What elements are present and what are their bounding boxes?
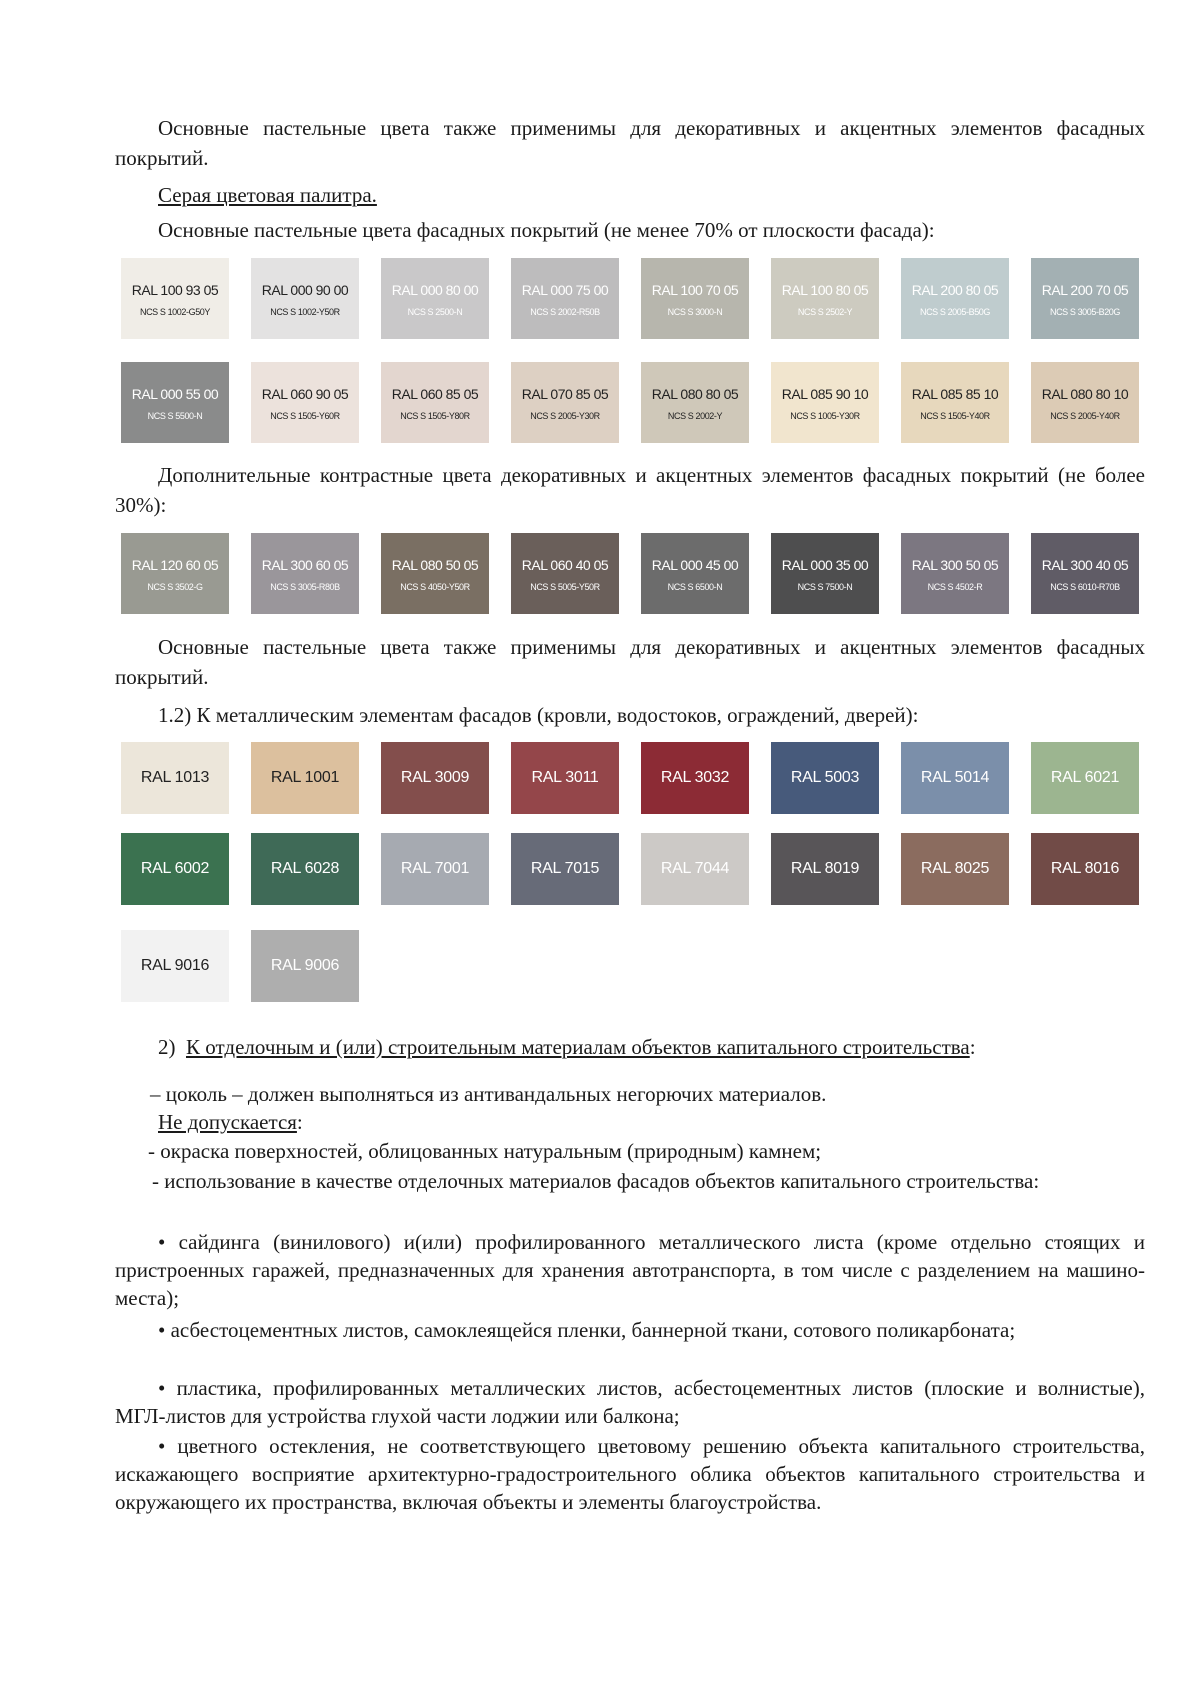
color-swatch <box>641 258 749 339</box>
color-swatch <box>251 362 359 443</box>
color-swatch <box>1031 258 1139 339</box>
color-swatch <box>641 833 749 905</box>
swatch-ncs-code: NCS S 2500-N <box>407 307 463 317</box>
color-swatch <box>121 930 229 1002</box>
color-swatch <box>121 742 229 814</box>
swatch-ral-code: RAL 8016 <box>1050 860 1120 877</box>
swatch-ral-code: RAL 000 35 00 <box>781 557 869 573</box>
metal-elements-intro: 1.2) К металлическим элементам фасадов (кровли, водостоков, ограждений, дверей): <box>158 703 919 727</box>
color-swatch <box>511 258 619 339</box>
color-swatch <box>641 742 749 814</box>
swatch-ncs-code: NCS S 1505-Y40R <box>920 411 990 421</box>
color-swatch <box>771 833 879 905</box>
color-swatch <box>901 258 1009 339</box>
swatch-ral-code: RAL 080 50 05 <box>391 557 479 573</box>
bullet-plastic: • пластика, профилированных металлических листов, асбестоцементных листов (плоские и волнистые), МГЛ-листов для устройства глухой части лоджии или балкона; <box>115 1376 1145 1428</box>
swatch-ral-code: RAL 060 90 05 <box>261 386 349 402</box>
color-swatch <box>901 533 1009 614</box>
color-swatch <box>251 258 359 339</box>
color-swatch <box>511 362 619 443</box>
bullet-siding: • сайдинга (винилового) и(или) профилированного металлического листа (кроме отдельно стоящих и пристроенных гаражей, предназначенных для хранения автотранспорта, в том числе с разделением на машино-места); <box>115 1230 1145 1310</box>
swatch-ral-code: RAL 085 85 10 <box>911 386 999 402</box>
swatch-ral-code: RAL 5014 <box>920 769 990 786</box>
color-swatch <box>381 833 489 905</box>
swatch-ral-code: RAL 080 80 05 <box>651 386 739 402</box>
swatch-ncs-code: NCS S 2005-Y30R <box>530 411 600 421</box>
swatch-ral-code: RAL 8019 <box>790 860 860 877</box>
gray-palette-heading: Серая цветовая палитра. <box>158 183 377 207</box>
swatch-ncs-code: NCS S 2002-R50B <box>530 307 600 317</box>
color-swatch <box>251 533 359 614</box>
color-swatch <box>381 362 489 443</box>
swatch-ral-code: RAL 1013 <box>140 769 210 786</box>
swatch-ncs-code: NCS S 1505-Y60R <box>270 411 340 421</box>
color-swatch <box>511 742 619 814</box>
color-swatch <box>511 533 619 614</box>
color-swatch <box>1031 533 1139 614</box>
color-swatch <box>771 258 879 339</box>
swatch-ncs-code: NCS S 6500-N <box>667 582 723 592</box>
color-swatch <box>1031 742 1139 814</box>
swatch-ral-code: RAL 100 80 05 <box>781 282 869 298</box>
section-2-heading <box>158 1032 976 1062</box>
swatch-ral-code: RAL 5003 <box>790 769 860 786</box>
paragraph-pastel-decorative-2: Основные пастельные цвета также применимы для декоративных и акцентных элементов фасадных покрытий. <box>115 635 1145 689</box>
swatch-ral-code: RAL 7001 <box>400 860 470 877</box>
not-allowed-label: Не допускается <box>158 1110 297 1134</box>
swatch-ral-code: RAL 085 90 10 <box>781 386 869 402</box>
section-2-colon: : <box>969 1035 976 1059</box>
swatch-ncs-code: NCS S 1005-Y30R <box>790 411 860 421</box>
paragraph-pastel-decorative: Основные пастельные цвета также применимы для декоративных и акцентных элементов фасадных покрытий. <box>115 116 1145 170</box>
swatch-ral-code: RAL 060 85 05 <box>391 386 479 402</box>
color-swatch <box>771 362 879 443</box>
swatch-ral-code: RAL 6021 <box>1050 769 1120 786</box>
color-swatch <box>121 258 229 339</box>
swatch-ral-code: RAL 9006 <box>270 957 340 974</box>
swatch-ncs-code: NCS S 7500-N <box>797 582 853 592</box>
swatch-ncs-code: NCS S 1002-G50Y <box>139 307 211 317</box>
color-swatch <box>641 533 749 614</box>
color-swatch <box>1031 362 1139 443</box>
swatch-ral-code: RAL 100 70 05 <box>651 282 739 298</box>
color-swatch <box>641 362 749 443</box>
color-swatch <box>511 833 619 905</box>
swatch-ral-code: RAL 6028 <box>270 860 340 877</box>
color-swatch <box>1031 833 1139 905</box>
swatch-ncs-code: NCS S 2005-B50G <box>919 307 991 317</box>
swatch-ral-code: RAL 000 45 00 <box>651 557 739 573</box>
not-allowed-colon: : <box>296 1110 303 1134</box>
section-2-number: 2) <box>158 1035 176 1059</box>
swatch-ral-code: RAL 200 70 05 <box>1041 282 1129 298</box>
color-swatch <box>381 258 489 339</box>
swatch-ral-code: RAL 9016 <box>140 957 210 974</box>
swatch-ral-code: RAL 3009 <box>400 769 470 786</box>
swatch-ral-code: RAL 000 75 00 <box>521 282 609 298</box>
not-allowed-heading <box>158 1107 303 1137</box>
swatch-ncs-code: NCS S 3005-R80B <box>270 582 340 592</box>
swatch-ral-code: RAL 100 93 05 <box>131 282 219 298</box>
swatch-ncs-code: NCS S 5005-Y50R <box>530 582 600 592</box>
color-swatch <box>381 742 489 814</box>
swatch-ncs-code: NCS S 4502-R <box>927 582 983 592</box>
section-2-title: К отделочным и (или) строительным материалам объектов капитального строительства <box>186 1035 970 1059</box>
color-swatch <box>251 742 359 814</box>
swatch-ral-code: RAL 000 80 00 <box>391 282 479 298</box>
swatch-ral-code: RAL 3011 <box>531 769 599 786</box>
color-swatch <box>381 533 489 614</box>
swatch-ncs-code: NCS S 2002-Y <box>667 411 723 421</box>
swatch-ncs-code: NCS S 5500-N <box>147 411 203 421</box>
color-swatch <box>771 742 879 814</box>
main-pastel-intro: Основные пастельные цвета фасадных покрытий (не менее 70% от плоскости фасада): <box>158 218 935 242</box>
item-use-materials: - использование в качестве отделочных материалов фасадов объектов капитального строительства: <box>152 1169 1040 1193</box>
swatch-ral-code: RAL 060 40 05 <box>521 557 609 573</box>
plinth-requirement: – цоколь – должен выполняться из антивандальных негорючих материалов. <box>150 1082 827 1106</box>
swatch-ral-code: RAL 3032 <box>660 769 730 786</box>
color-swatch <box>121 533 229 614</box>
additional-contrast-intro: Дополнительные контрастные цвета декоративных и акцентных элементов фасадных покрытий (не более 30%): <box>115 463 1145 517</box>
color-swatch <box>121 362 229 443</box>
swatch-ral-code: RAL 080 80 10 <box>1041 386 1129 402</box>
color-swatch <box>121 833 229 905</box>
swatch-ral-code: RAL 000 90 00 <box>261 282 349 298</box>
swatch-ral-code: RAL 300 50 05 <box>911 557 999 573</box>
color-swatch <box>251 930 359 1002</box>
color-swatch <box>771 533 879 614</box>
swatch-ral-code: RAL 6002 <box>140 860 210 877</box>
swatch-ral-code: RAL 7044 <box>660 860 730 877</box>
swatch-ncs-code: NCS S 1505-Y80R <box>400 411 470 421</box>
swatch-ncs-code: NCS S 3005-B20G <box>1049 307 1121 317</box>
bullet-glazing: • цветного остекления, не соответствующего цветовому решению объекта капитального строительства, искажающего восприятие архитектурно-градостроительного облика объектов капитального строительства и окружающего их пространства, включая объекты и элементы благоустройства. <box>115 1434 1145 1514</box>
color-swatch <box>251 833 359 905</box>
color-swatch <box>901 742 1009 814</box>
color-swatch <box>901 362 1009 443</box>
swatch-ncs-code: NCS S 3000-N <box>667 307 723 317</box>
swatch-ral-code: RAL 300 60 05 <box>261 557 349 573</box>
swatch-ral-code: RAL 120 60 05 <box>131 557 219 573</box>
bullet-asbestos: • асбестоцементных листов, самоклеящейся пленки, баннерной ткани, сотового поликарбоната; <box>158 1318 1016 1342</box>
swatch-ncs-code: NCS S 3502-G <box>147 582 203 592</box>
swatch-ral-code: RAL 200 80 05 <box>911 282 999 298</box>
swatch-ral-code: RAL 8025 <box>920 860 990 877</box>
swatch-ral-code: RAL 1001 <box>270 769 340 786</box>
color-swatch <box>901 833 1009 905</box>
swatch-ncs-code: NCS S 2005-Y40R <box>1050 411 1120 421</box>
swatch-ral-code: RAL 070 85 05 <box>521 386 609 402</box>
swatch-ral-code: RAL 300 40 05 <box>1041 557 1129 573</box>
swatch-ral-code: RAL 000 55 00 <box>131 386 219 402</box>
swatch-ncs-code: NCS S 2502-Y <box>797 307 853 317</box>
swatch-ral-code: RAL 7015 <box>530 860 600 877</box>
swatch-ncs-code: NCS S 6010-R70B <box>1050 582 1120 592</box>
item-paint-stone: - окраска поверхностей, облицованных натуральным (природным) камнем; <box>148 1139 822 1163</box>
swatch-ncs-code: NCS S 1002-Y50R <box>270 307 340 317</box>
swatch-ncs-code: NCS S 4050-Y50R <box>400 582 470 592</box>
